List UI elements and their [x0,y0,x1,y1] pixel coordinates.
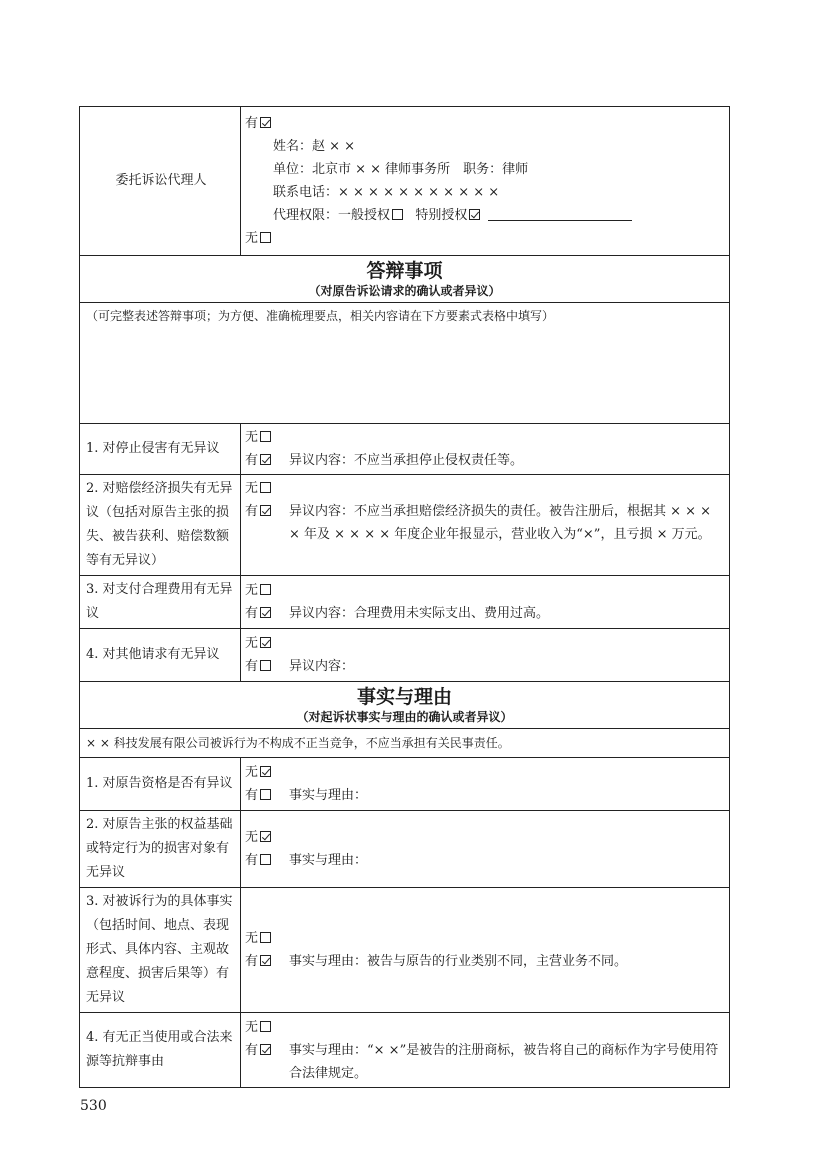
has-option-label: 有 [245,788,259,803]
agent-none-checkbox[interactable] [260,232,271,243]
none-option-label: 无 [245,636,259,651]
fact-item-4 [80,1013,730,1088]
fact-item-2 [80,811,730,888]
none-checkbox[interactable] [260,482,271,493]
none-option-label: 无 [245,583,259,598]
defense-form-table [79,106,730,1088]
facts-statement-row [80,729,730,758]
agent-name: 姓名：赵 × × [273,139,356,154]
agent-has-checkbox[interactable] [260,117,271,128]
has-option-label: 有 [245,606,259,621]
has-checkbox[interactable] [260,607,271,618]
has-option-label: 有 [245,453,259,468]
has-checkbox[interactable] [260,1044,271,1055]
facts-section-header [80,682,730,729]
none-checkbox[interactable] [260,637,271,648]
defense-item-label: 4. 对其他请求有无异议 [80,629,241,682]
agent-label: 委托诉讼代理人 [80,107,241,256]
authority-blank-line [488,206,632,221]
has-checkbox[interactable] [260,854,271,865]
fact-item-3 [80,888,730,1013]
objection-content: 异议内容：不应当承担停止侵权责任等。 [289,453,524,468]
none-checkbox[interactable] [260,766,271,777]
special-authority-checkbox[interactable] [469,209,480,220]
none-option-label: 无 [245,830,259,845]
none-option-label: 无 [245,765,259,780]
reason-content: 事实与理由： [289,788,368,803]
facts-section-title: 事实与理由 [356,686,452,708]
defense-item-label: 3. 对支付合理费用有无异议 [80,576,241,629]
none-option-label: 无 [245,1019,259,1035]
objection-content: 异议内容： [289,659,355,674]
has-checkbox[interactable] [260,454,271,465]
none-checkbox[interactable] [260,932,271,943]
agent-unit: 单位：北京市 × × 律师事务所 职务：律师 [273,162,529,177]
facts-statement[interactable]: × × 科技发展有限公司被诉行为不构成不正当竞争，不应当承担有关民事责任。 [80,729,730,758]
page-number: 530 [80,1098,107,1114]
fact-item-label: 2. 对原告主张的权益基础或特定行为的损害对象有无异议 [80,811,241,888]
defense-section-subtitle: （对原告诉讼请求的确认或者异议） [308,284,501,298]
has-checkbox[interactable] [260,955,271,966]
fact-item-label: 4. 有无正当使用或合法来源等抗辩事由 [80,1013,241,1088]
defense-note[interactable]: （可完整表述答辩事项；为方便、准确梳理要点，相关内容请在下方要素式表格中填写） [80,303,730,424]
agent-has-label: 有 [245,116,259,131]
special-authority-label: 特别授权 [415,208,468,223]
defense-item-label: 2. 对赔偿经济损失有无异议（包括对原告主张的损失、被告获利、赔偿数额等有无异议） [80,475,241,576]
reason-content: 事实与理由： [289,853,368,868]
objection-content: 异议内容：合理费用未实际支出、费用过高。 [289,606,550,621]
none-option-label: 无 [245,931,259,946]
general-authority-label: 代理权限：一般授权 [273,208,391,223]
reason-content: 事实与理由：“× ×”是被告的注册商标，被告将自己的商标作为字号使用符合法律规定。 [289,1042,719,1081]
defense-section-title: 答辩事项 [366,260,443,282]
defense-item-2 [80,475,730,576]
has-checkbox[interactable] [260,789,271,800]
reason-content: 事实与理由：被告与原告的行业类别不同，主营业务不同。 [289,954,628,969]
has-checkbox[interactable] [260,660,271,671]
agent-authority [245,204,725,227]
none-checkbox[interactable] [260,431,271,442]
defense-item-4 [80,629,730,682]
has-option-label: 有 [245,853,259,868]
none-checkbox[interactable] [260,831,271,842]
none-checkbox[interactable] [260,584,271,595]
none-option-label: 无 [245,430,259,445]
none-option-label: 无 [245,481,259,496]
fact-item-1 [80,758,730,811]
defense-item-label: 1. 对停止侵害有无异议 [80,424,241,475]
defense-section-header [80,256,730,303]
defense-item-3 [80,576,730,629]
general-authority-checkbox[interactable] [392,209,403,220]
has-option-label: 有 [245,954,259,969]
agent-none-label: 无 [245,231,259,246]
objection-content: 异议内容：不应当承担赔偿经济损失的责任。被告注册后，根据其 × × × × 年及 × × × × 年度企业年报显示，营业收入为“×”，且亏损 × 万元。 [289,504,712,542]
agent-phone: 联系电话：× × × × × × × × × × × [273,185,500,200]
agent-row [80,107,730,256]
has-option-label: 有 [245,659,259,674]
fact-item-label: 1. 对原告资格是否有异议 [80,758,241,811]
agent-detail-cell [241,107,730,256]
none-checkbox[interactable] [260,1021,271,1032]
has-option-label: 有 [245,1042,259,1058]
defense-note-row [80,303,730,424]
fact-item-label: 3. 对被诉行为的具体事实（包括时间、地点、表现形式、具体内容、主观故意程度、损害后果等）有无异议 [80,888,241,1013]
facts-section-subtitle: （对起诉状事实与理由的确认或者异议） [296,710,513,724]
has-checkbox[interactable] [260,505,271,516]
defense-item-1 [80,424,730,475]
has-option-label: 有 [245,504,259,519]
